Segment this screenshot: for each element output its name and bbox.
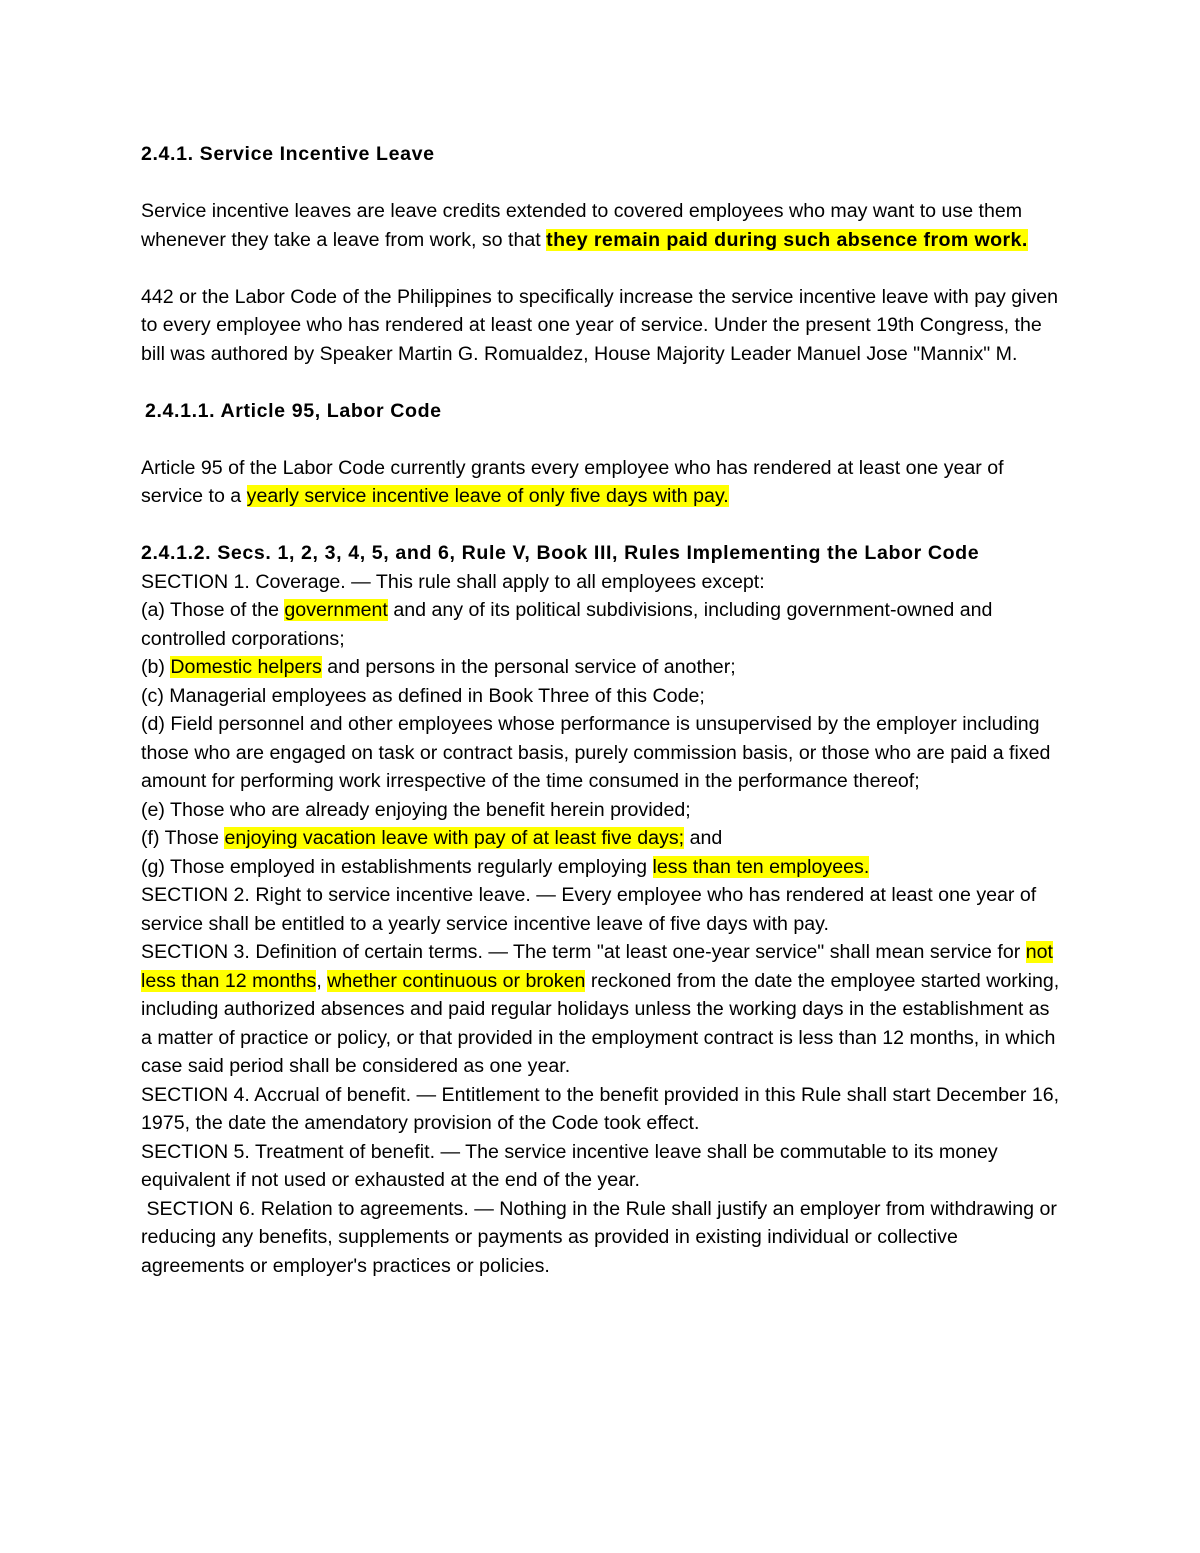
document-body bbox=[141, 140, 1061, 1280]
heading-rules-implementing: 2.4.1.2. Secs. 1, 2, 3, 4, 5, and 6, Rule V, Book III, Rules Implementing the Labor Code bbox=[141, 542, 980, 564]
highlight-vacation-leave: enjoying vacation leave with pay of at least five days; bbox=[224, 827, 685, 849]
item-c: (c) Managerial employees as defined in Book Three of this Code; bbox=[141, 684, 705, 707]
spacer bbox=[141, 425, 1061, 454]
heading-service-incentive-leave: 2.4.1. Service Incentive Leave bbox=[141, 143, 435, 165]
item-b bbox=[141, 653, 1061, 682]
item-d: (d) Field personnel and other employees whose performance is unsupervised by the employer including those who are engaged on task or contract basis, purely commission basis, or those who are paid a fixed amount for performing work irrespective of the time consumed in the performance thereof; bbox=[141, 713, 1051, 792]
highlight-government: government bbox=[284, 599, 388, 621]
highlight-domestic-helpers: Domestic helpers bbox=[170, 656, 322, 678]
spacer bbox=[141, 368, 1061, 397]
heading-article-95: 2.4.1.1. Article 95, Labor Code bbox=[145, 399, 442, 422]
highlight-five-days: yearly service incentive leave of only five days with pay. bbox=[246, 485, 729, 507]
section-6: SECTION 6. Relation to agreements. — Nothing in the Rule shall justify an employer from withdrawing or reducing any benefits, supplements or payments as provided in existing individual or collective agreements or employer's practices or policies. bbox=[141, 1197, 1063, 1277]
highlight-ten-employees: less than ten employees. bbox=[652, 855, 870, 878]
item-f-text-end: and bbox=[684, 827, 723, 849]
highlight-continuous-or-broken: whether continuous or broken bbox=[327, 969, 586, 992]
section-2: SECTION 2. Right to service incentive leave. — Every employee who has rendered at least one year of service shall be entitled to a yearly service incentive leave of five days with pay. bbox=[141, 884, 1037, 935]
item-e: (e) Those who are already enjoying the benefit herein provided; bbox=[141, 798, 691, 821]
highlight-twelve-months: not less than 12 months bbox=[141, 941, 1053, 992]
section-3-text-end: reckoned from the date the employee started working, including authorized absences and paid regular holidays unless the working days in the establishment as a matter of practice or policy, or that provided in the employment contract is less than 12 months, in which case said period shall be considered as one year. bbox=[141, 969, 1060, 1077]
section-3-comma: , bbox=[316, 969, 328, 992]
item-f bbox=[141, 824, 1061, 853]
bill-paragraph: 442 or the Labor Code of the Philippines to specifically increase the service incentive leave with pay given to every employee who has rendered at least one year of service. Under the present 19th Congress, the bill was authored by Speaker Martin G. Romualdez, House Majority Leader Manuel Jose "Mannix" M. bbox=[141, 285, 1059, 365]
section-3-text: SECTION 3. Definition of certain terms. — The term "at least one-year service" shall mean service for bbox=[141, 941, 1026, 963]
item-g bbox=[141, 853, 1061, 882]
intro-text: Service incentive leaves are leave credits extended to covered employees who may want to use them whenever they take a leave from work, so that bbox=[141, 200, 1023, 251]
item-a-text-end: and any of its political subdivisions, including government-owned and controlled corporations; bbox=[141, 599, 993, 650]
section-3 bbox=[141, 938, 1061, 1081]
spacer bbox=[141, 511, 1061, 540]
article-95-text: Article 95 of the Labor Code currently grants every employee who has rendered at least one year of service to a bbox=[141, 456, 1004, 507]
section-5: SECTION 5. Treatment of benefit. — The service incentive leave shall be commutable to its money equivalent if not used or exhausted at the end of the year. bbox=[141, 1140, 998, 1191]
spacer bbox=[141, 254, 1061, 283]
item-b-text: (b) bbox=[141, 656, 171, 678]
spacer bbox=[141, 169, 1061, 198]
item-a-text: (a) Those of the bbox=[141, 599, 285, 621]
intro-paragraph bbox=[141, 197, 1061, 254]
section-1-title: SECTION 1. Coverage. — This rule shall apply to all employees except: bbox=[141, 570, 765, 593]
article-95-paragraph bbox=[141, 454, 1061, 511]
highlight-paid-absence: they remain paid during such absence from work. bbox=[546, 228, 1028, 251]
item-a bbox=[141, 596, 1061, 653]
item-f-text: (f) Those bbox=[141, 827, 225, 849]
section-4: SECTION 4. Accrual of benefit. — Entitlement to the benefit provided in this Rule shall start December 16, 1975, the date the amendatory provision of the Code took effect. bbox=[141, 1083, 1060, 1134]
item-g-text: (g) Those employed in establishments regularly employing bbox=[141, 855, 653, 878]
item-b-text-end: and persons in the personal service of another; bbox=[321, 656, 736, 678]
